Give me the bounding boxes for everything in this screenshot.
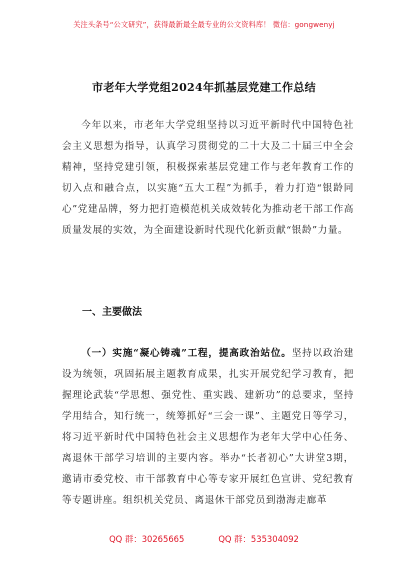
document-title: 市老年大学党组2024年抓基层党建工作总结 — [92, 81, 316, 94]
footer-qq-group-1: QQ 群：30265665 — [109, 534, 185, 544]
footer-contacts — [0, 533, 408, 545]
intro-paragraph: 今年以来，市老年大学党组坚持以习近平新时代中国特色社会主义思想为指导，认真学习贯彻党的二十大及二十届三中全会精神，坚持党建引领，积极探索基层党建工作与老年教育工作的切入点和融合点，以实施“五大工程”为抓手，着力打造“银龄同心”党建品牌，努力把打造模范机关成效转化为推动老干部工作高质量发展的实效，为全面建设新时代现代化新贡献“银龄”力量。 — [62, 120, 354, 236]
header-banner: 关注头条号“公文研究”，获得最新最全最专业的公文资料库！ 微信：gongwenyj — [73, 20, 335, 29]
footer-qq-group-2: QQ 群：535304092 — [218, 534, 299, 544]
section-1-body: 坚持以政治建设为统领，巩固拓展主题教育成果，扎实开展党纪学习教育，把握理论武装“学思想、强党性、重实践、建新功”的总要求，坚持学用结合，知行统一，统筹抓好“三会一课”、主题党日等学习，将习近平新时代中国特色社会主义思想作为老年大学中心任务、离退休干部学习培训的主要内容。举办“长者初心”大讲堂3期，邀请市委党校、市干部教育中心等专家开展红色宣讲、党纪教育等专题讲座。组织机关党员、离退休干部党员到渤海走廊革 — [62, 348, 354, 506]
section-1-lead: （一）实施“凝心铸魂”工程，提高政治站位。 — [81, 348, 292, 359]
section-1-paragraph — [62, 343, 354, 511]
section-heading: 一、主要做法 — [82, 307, 142, 318]
